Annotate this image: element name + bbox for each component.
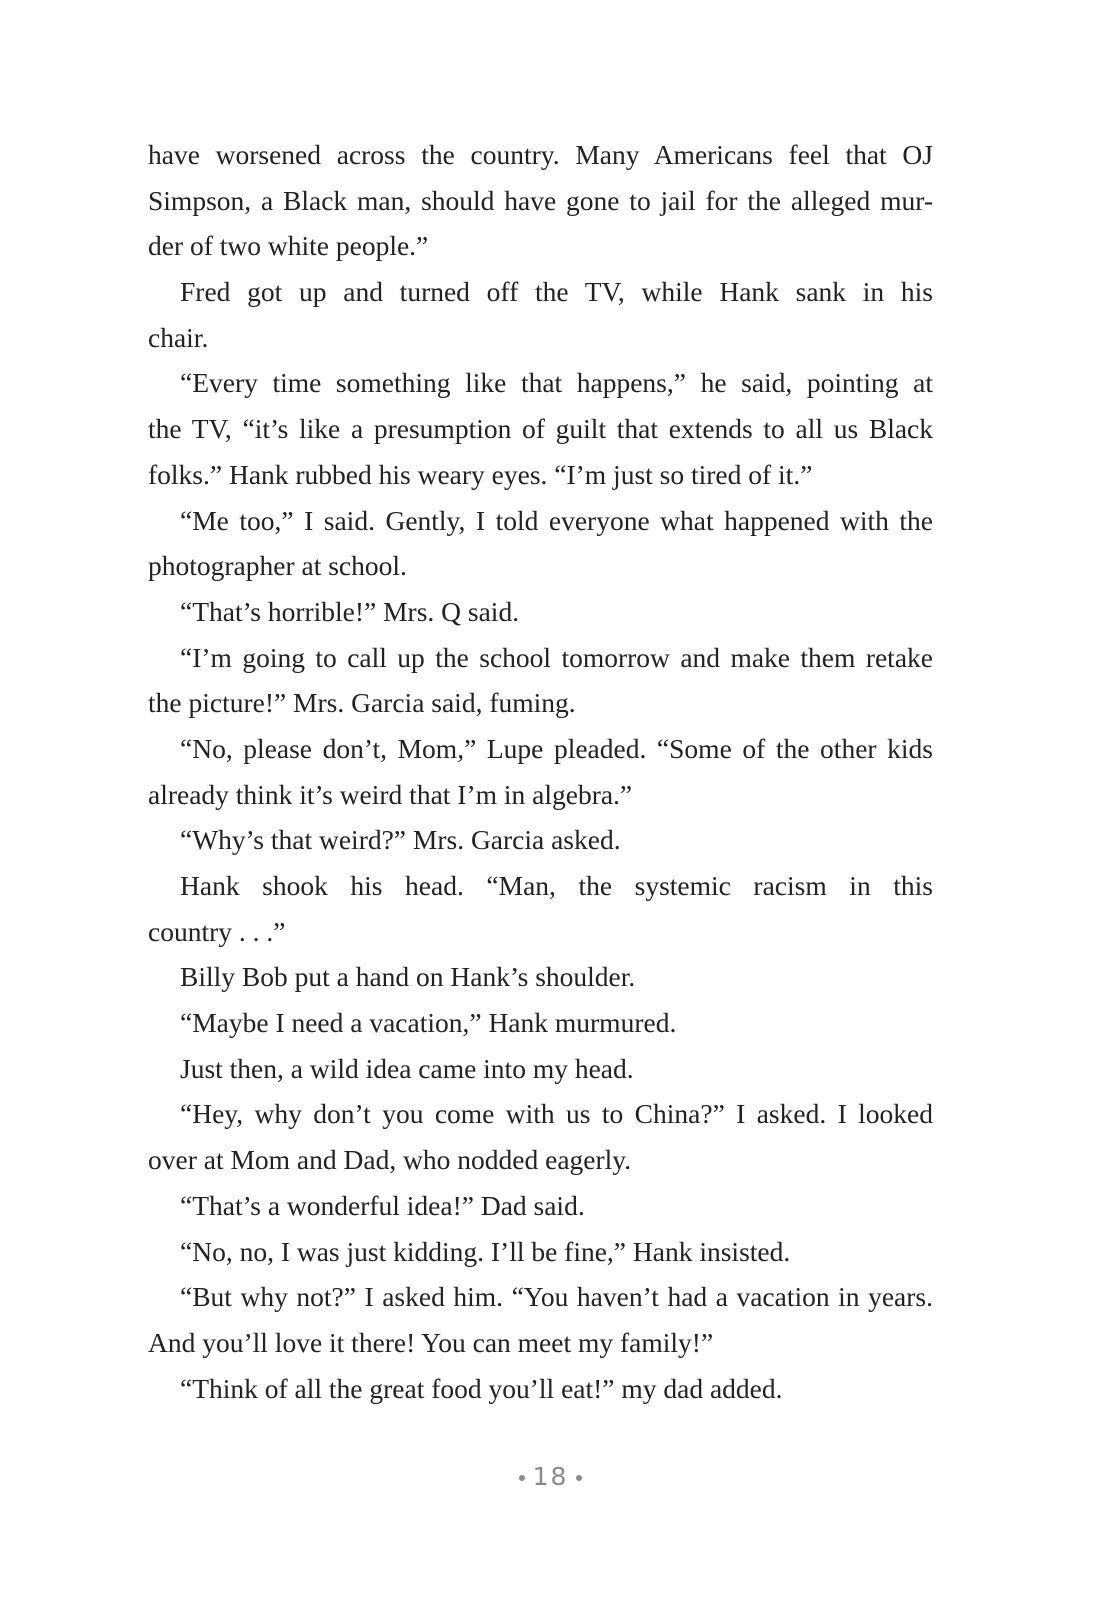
bullet-icon — [576, 1475, 582, 1481]
text-line: der of two white people.” — [148, 230, 429, 262]
text-line: Simpson, a Black man, should have gone to jail for the alleged mur- — [148, 184, 933, 216]
text-line: “Why’s that weird?” Mrs. Garcia asked. — [180, 824, 621, 856]
text-line: “I’m going to call up the school tomorrow and make them retake — [180, 641, 933, 673]
text-line: Just then, a wild idea came into my head. — [180, 1052, 634, 1084]
text-line: “That’s horrible!” Mrs. Q said. — [180, 595, 520, 627]
text-line: folks.” Hank rubbed his weary eyes. “I’m just so tired of it.” — [148, 458, 813, 490]
text-line: “No, no, I was just kidding. I’ll be fine,” Hank insisted. — [180, 1235, 791, 1267]
page-body — [148, 132, 933, 1411]
page-number — [0, 1462, 1101, 1491]
text-line: “But why not?” I asked him. “You haven’t had a vacation in years. — [180, 1281, 933, 1313]
text-line: “That’s a wonderful idea!” Dad said. — [180, 1189, 585, 1221]
text-line: “Hey, why don’t you come with us to China?” I asked. I looked — [180, 1098, 933, 1130]
text-line: country . . .” — [148, 915, 286, 947]
text-line: over at Mom and Dad, who nodded eagerly. — [148, 1144, 632, 1176]
text-line: And you’ll love it there! You can meet my family!” — [148, 1326, 714, 1358]
text-line: already think it’s weird that I’m in algebra.” — [148, 778, 633, 810]
text-line: “Think of all the great food you’ll eat!” my dad added. — [180, 1372, 783, 1404]
text-line: “Maybe I need a vacation,” Hank murmured. — [180, 1007, 677, 1039]
text-line: “Me too,” I said. Gently, I told everyone what happened with the — [180, 504, 933, 536]
bullet-icon — [519, 1475, 525, 1481]
text-line: “No, please don’t, Mom,” Lupe pleaded. “Some of the other kids — [180, 732, 933, 764]
text-line: Hank shook his head. “Man, the systemic racism in this — [180, 870, 933, 901]
text-line: the picture!” Mrs. Garcia said, fuming. — [148, 687, 576, 719]
text-line: photographer at school. — [148, 550, 407, 582]
text-line: “Every time something like that happens,” he said, pointing at — [180, 367, 933, 399]
text-line: Billy Bob put a hand on Hank’s shoulder. — [180, 961, 636, 993]
text-line: Fred got up and turned off the TV, while Hank sank in his — [180, 276, 933, 308]
text-line: have worsened across the country. Many Americans feel that OJ — [148, 139, 933, 170]
text-line: the TV, “it’s like a presumption of guilt that extends to all us Black — [148, 413, 933, 445]
text-line: chair. — [148, 321, 209, 353]
page-number-text: 18 — [532, 1462, 569, 1491]
